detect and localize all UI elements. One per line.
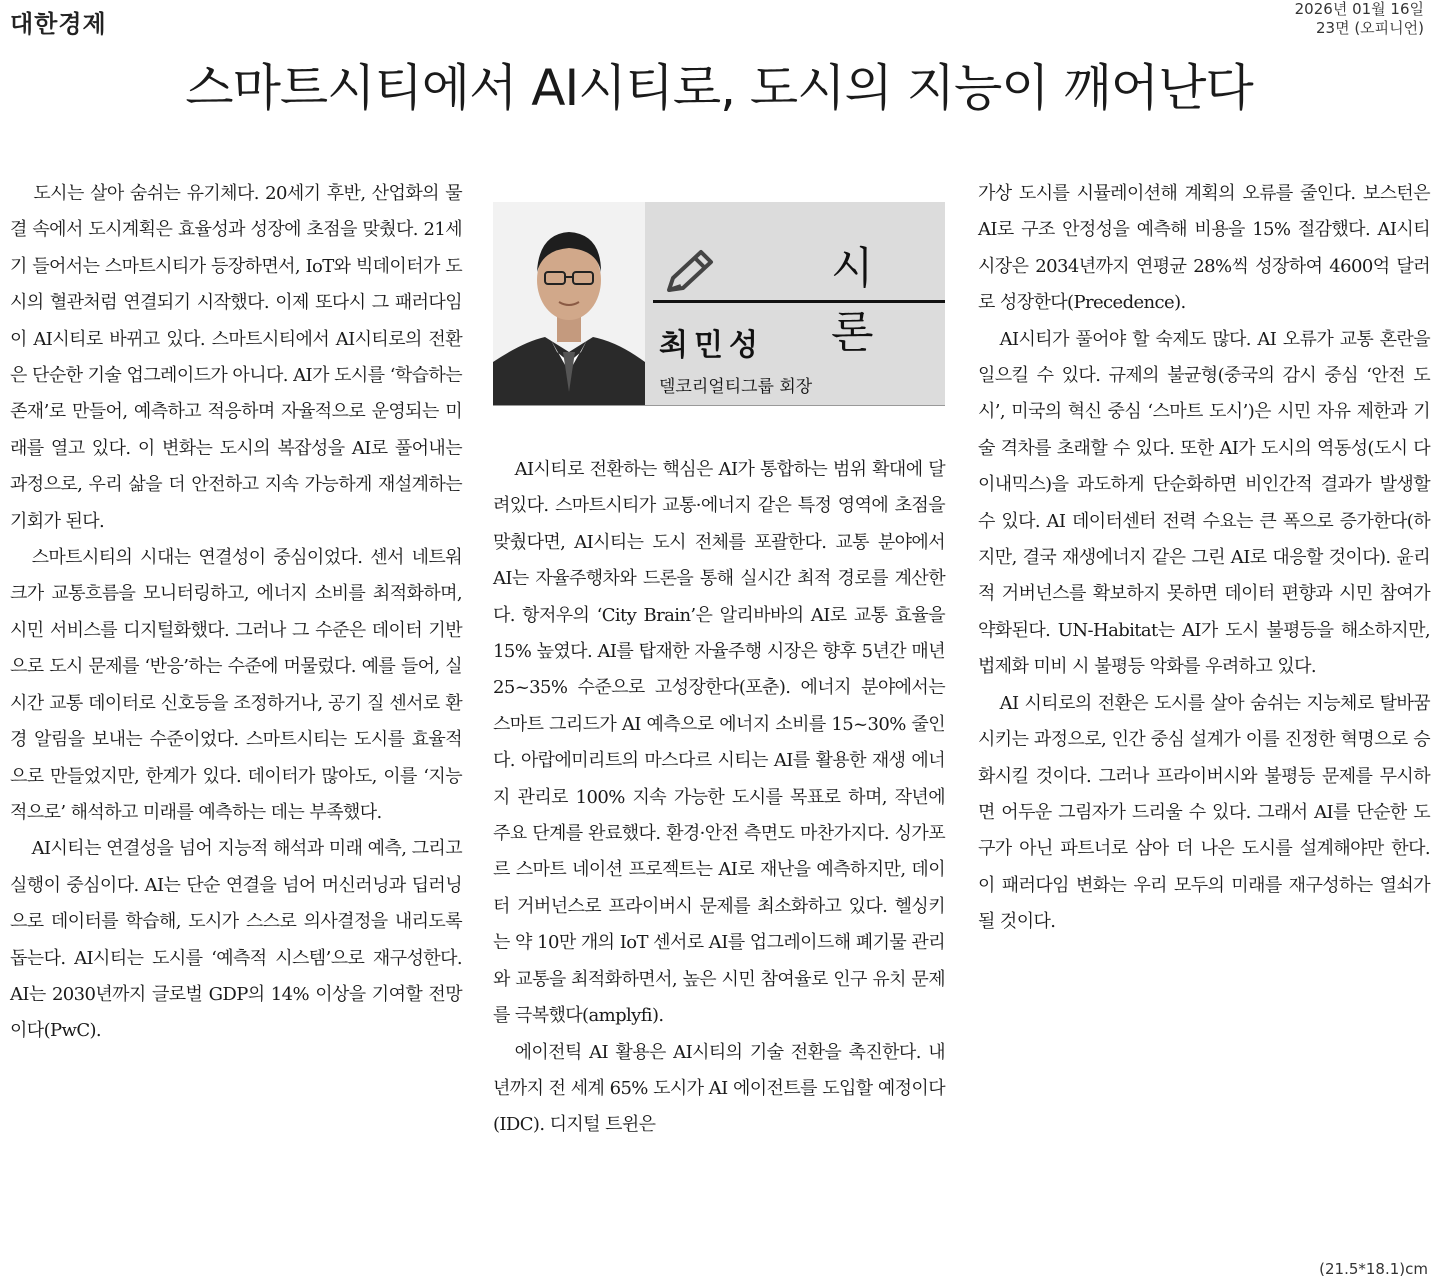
paragraph: AI시티로 전환하는 핵심은 AI가 통합하는 범위 확대에 달려있다. 스마트시티가 교통·에너지 같은 특정 영역에 초점을 맞췄다면, AI시티는 도시 전체를 포괄한다. 교통 분야에서 AI는 자율주행차와 드론을 통해 실시간 최적 경로를 계산한다. 항저우의 ‘City Brain’은 알리바바의 AI로 교통 효율을 15% 높였다. AI를 탑재한 자율주행 시장은 향후 5년간 매년 25~35% 수준으로 고성장한다(포춘). 에너지 분야에서는 스마트 그리드가 AI 예측으로 에너지 소비를 15~30% 줄인다. 아랍에미리트의 마스다르 시티는 AI를 활용한 재생 에너지 관리로 100% 지속 가능한 도시를 목표로 하며, 작년에 주요 단계를 완료했다. 환경·안전 측면도 마찬가지다. 싱가포르 스마트 네이션 프로젝트는 AI로 재난을 예측하지만, 데이터 거버넌스로 프라이버시 문제를 최소화하고 있다. 헬싱키는 약 10만 개의 IoT 센서로 AI를 업그레이드해 폐기물 관리와 교통을 최적화하면서, 높은 시민 참여율로 인구 유치 문제를 극복했다(amplyfi). bbox=[493, 459, 945, 1027]
paragraph: 에이전틱 AI 활용은 AI시티의 기술 전환을 촉진한다. 내년까지 전 세계 65% 도시가 AI 에이전트를 도입할 예정이다(IDC). 디지털 트윈은 bbox=[493, 1041, 945, 1136]
paragraph: 도시는 살아 숨쉬는 유기체다. 20세기 후반, 산업화의 물결 속에서 도시계획은 효율성과 성장에 초점을 맞췄다. 21세기 들어서는 스마트시티가 등장하면서, IoT와 빅데이터가 도시의 혈관처럼 연결되기 시작했다. 이제 또다시 그 패러다임이 AI시티로 바뀌고 있다. 스마트시티에서 AI시티로의 전환은 단순한 기술 업그레이드가 아니다. AI가 도시를 ‘학습하는 존재’로 만들어, 예측하고 적응하며 자율적으로 운영되는 미래를 열고 있다. 이 변화는 도시의 복잡성을 AI로 풀어내는 과정으로, 우리 삶을 더 안전하고 지속 가능하게 재설계하는 기회가 된다. bbox=[10, 183, 462, 532]
section-label: 시 론 bbox=[831, 243, 902, 358]
newspaper-masthead: 대한경제 bbox=[10, 10, 107, 38]
author-affiliation: 델코리얼티그룹 회장 bbox=[659, 377, 813, 397]
issue-page: 23면 (오피니언) bbox=[1315, 19, 1424, 37]
author-name: 최민성 bbox=[659, 328, 764, 363]
pencil-icon bbox=[661, 246, 721, 296]
article-column-2 bbox=[493, 452, 945, 1144]
paragraph: 스마트시티의 시대는 연결성이 중심이었다. 센서 네트워크가 교통흐름을 모니터링하고, 에너지 소비를 최적화하며, 시민 서비스를 디지털화했다. 그러나 그 수준은 데이터 기반으로 도시 문제를 ‘반응’하는 수준에 머물렀다. 예를 들어, 실시간 교통 데이터로 신호등을 조정하거나, 공기 질 센서로 환경 알림을 보내는 수준이었다. 스마트시티는 도시를 효율적으로 만들었지만, 한계가 있다. 데이터가 많아도, 이를 ‘지능적으로’ 해석하고 미래를 예측하는 데는 부족했다. bbox=[10, 547, 462, 823]
column-header-box bbox=[493, 202, 945, 406]
header-rule bbox=[653, 300, 945, 303]
author-photo bbox=[493, 202, 645, 405]
issue-date: 2026년 01월 16일 bbox=[1294, 0, 1424, 18]
article-column-3 bbox=[978, 176, 1430, 941]
article-headline: 스마트시티에서 AI시티로, 도시의 지능이 깨어난다 bbox=[185, 59, 1253, 117]
paragraph: AI시티는 연결성을 넘어 지능적 해석과 미래 예측, 그리고 실행이 중심이다. AI는 단순 연결을 넘어 머신러닝과 딥러닝으로 데이터를 학습해, 도시가 스스로 의사결정을 내리도록 돕는다. AI시티는 도시를 ‘예측적 시스템’으로 재구성한다. AI는 2030년까지 글로벌 GDP의 14% 이상을 기여할 전망이다(PwC). bbox=[10, 838, 462, 1042]
article-column-1 bbox=[10, 176, 462, 1050]
paragraph: AI시티가 풀어야 할 숙제도 많다. AI 오류가 교통 혼란을 일으킬 수 있다. 규제의 불균형(중국의 감시 중심 ‘안전 도시’, 미국의 혁신 중심 ‘스마트 도시’)은 시민 자유 제한과 기술 격차를 초래할 수 있다. 또한 AI가 도시의 역동성(도시 다이내믹스)을 과도하게 단순화하면 비인간적 결과가 발생할 수 있다. AI 데이터센터 전력 수요는 큰 폭으로 증가한다(하지만, 결국 재생에너지 같은 그린 AI로 대응할 것이다). 윤리적 거버넌스를 확보하지 못하면 데이터 편향과 시민 참여가 약화된다. UN-Habitat는 AI가 도시 불평등을 해소하지만, 법제화 미비 시 불평등 악화를 우려하고 있다. bbox=[978, 328, 1430, 678]
paragraph: AI 시티로의 전환은 도시를 살아 숨쉬는 지능체로 탈바꿈시키는 과정으로, 인간 중심 설계가 이를 진정한 혁명으로 승화시킬 것이다. 그러나 프라이버시와 불평등 문제를 무시하면 어두운 그림자가 드리울 수 있다. 그래서 AI를 단순한 도구가 아닌 파트너로 삼아 더 나은 도시를 설계해야만 한다. 이 패러다임 변화는 우리 모두의 미래를 재구성하는 열쇠가 될 것이다. bbox=[978, 692, 1430, 933]
issue-meta bbox=[1295, 0, 1424, 38]
paragraph: 가상 도시를 시뮬레이션해 계획의 오류를 줄인다. 보스턴은 AI로 구조 안정성을 예측해 비용을 15% 절감했다. AI시티 시장은 2034년까지 연평균 28%씩 성장하여 4600억 달러로 성장한다(Precedence). bbox=[978, 183, 1430, 314]
clipping-size: (21.5*18.1)cm bbox=[1319, 1260, 1428, 1278]
